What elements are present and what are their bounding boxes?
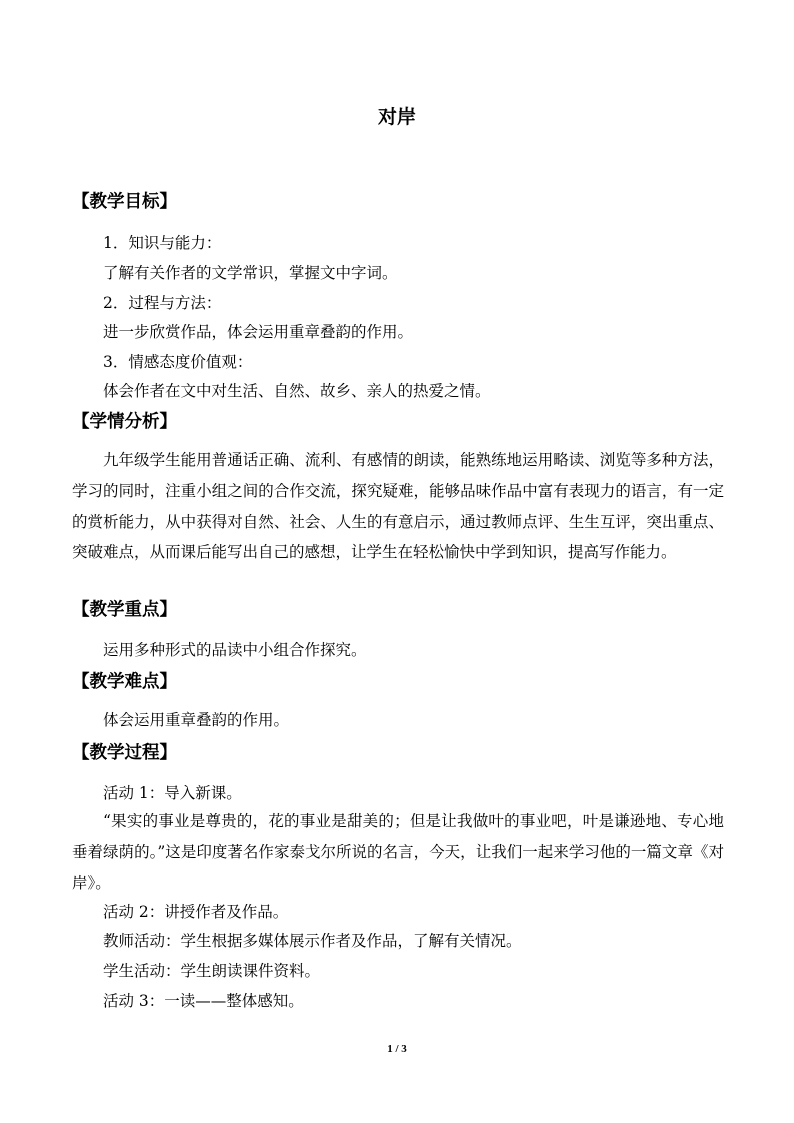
- document-title: 对岸: [377, 106, 416, 128]
- heading-key-points: 【教学重点】: [72, 600, 177, 620]
- intro-quote-paragraph: “果实的事业是尊贵的，花的事业是甜美的；但是让我做叶的事业吧，叶是谦逊地、专心地垂着绿荫的。”这是印度著名作家泰戈尔所说的名言，今天，让我们一起来学习他的一篇文章《对岸》。: [72, 812, 724, 892]
- difficulties-text: 体会运用重章叠韵的作用。: [103, 711, 290, 729]
- key-points-text: 运用多种形式的品读中小组合作探究。: [103, 641, 367, 659]
- page-number: 1 / 3: [387, 1043, 407, 1055]
- objective-3-text: 体会作者在文中对生活、自然、故乡、亲人的热爱之情。: [103, 382, 491, 400]
- teacher-activity: 教师活动：学生根据多媒体展示作者及作品，了解有关情况。: [103, 932, 522, 950]
- objective-1-text: 了解有关作者的文学常识，掌握文中字词。: [103, 264, 398, 282]
- objective-2-text: 进一步欣赏作品，体会运用重章叠韵的作用。: [103, 323, 414, 341]
- student-activity: 学生活动：学生朗读课件资料。: [103, 962, 321, 980]
- heading-student-analysis: 【学情分析】: [72, 412, 177, 432]
- objective-3-label: 3．情感态度价值观：: [103, 353, 253, 371]
- heading-teaching-objectives: 【教学目标】: [72, 192, 177, 212]
- activity-3: 活动 3：一读——整体感知。: [103, 992, 304, 1010]
- activity-2: 活动 2：讲授作者及作品。: [103, 903, 289, 921]
- student-analysis-paragraph: 九年级学生能用普通话正确、流利、有感情的朗读，能熟练地运用略读、浏览等多种方法，学习的同时，注重小组之间的合作交流，探究疑难，能够品味作品中富有表现力的语言，有一定的赏析能力，从中获得对自然、社会、人生的有意启示，通过教师点评、生生互评，突出重点、突破难点，从而课后能写出自己的感想，让学生在轻松愉快中学到知识，提高写作能力。: [72, 451, 724, 562]
- heading-teaching-process: 【教学过程】: [72, 743, 177, 763]
- activity-1: 活动 1：导入新课。: [103, 784, 242, 802]
- heading-difficulties: 【教学难点】: [72, 672, 177, 692]
- objective-2-label: 2．过程与方法：: [103, 294, 222, 312]
- objective-1-label: 1．知识与能力：: [103, 234, 222, 252]
